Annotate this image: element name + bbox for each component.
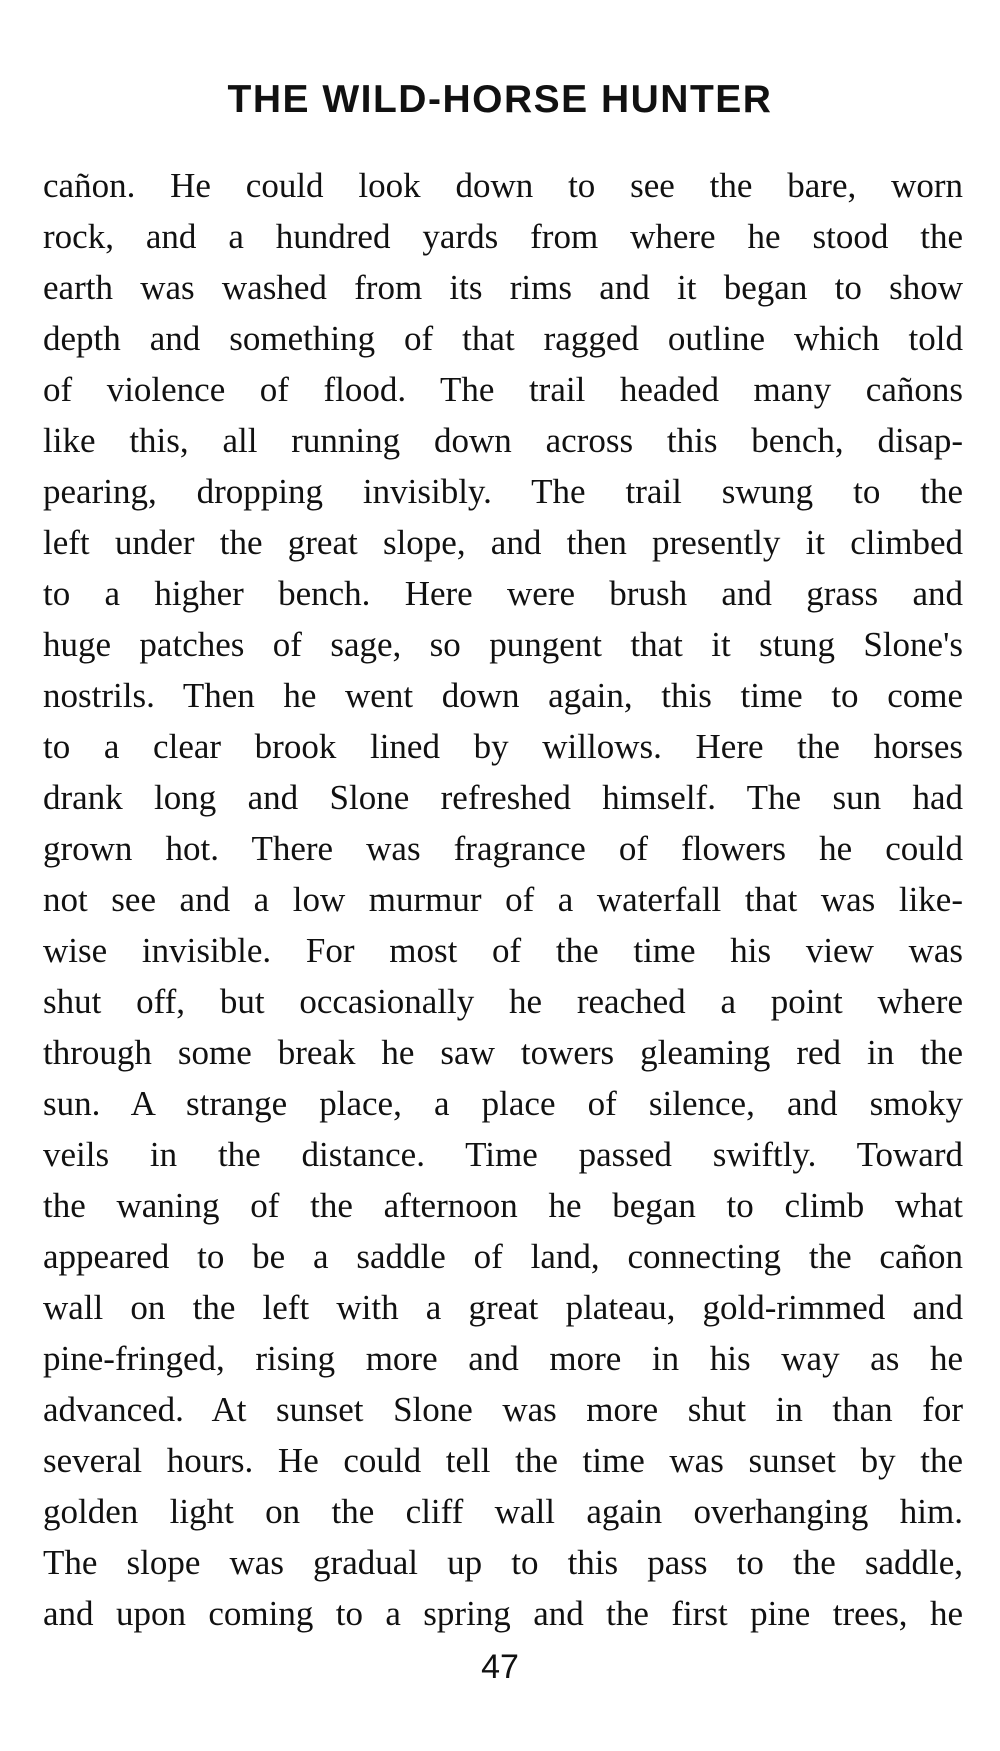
text-line: wise invisible. For most of the time his view was: [43, 931, 963, 970]
text-line: veils in the distance. Time passed swiftly. Toward: [43, 1135, 963, 1174]
text-line: appeared to be a saddle of land, connecting the cañon: [43, 1237, 963, 1276]
text-line: cañon. He could look down to see the bare, worn: [43, 166, 963, 205]
text-line: earth was washed from its rims and it began to show: [43, 268, 963, 307]
text-line: depth and something of that ragged outline which told: [43, 319, 963, 358]
text-line: advanced. At sunset Slone was more shut in than for: [43, 1390, 963, 1429]
body-text: [43, 160, 963, 1639]
text-line: grown hot. There was fragrance of flowers he could: [43, 829, 963, 868]
text-line: through some break he saw towers gleaming red in the: [43, 1033, 963, 1072]
text-line: of violence of flood. The trail headed many cañons: [43, 370, 963, 409]
text-line: huge patches of sage, so pungent that it stung Slone's: [43, 625, 963, 664]
text-line: wall on the left with a great plateau, gold-rimmed and: [43, 1288, 963, 1327]
text-line: golden light on the cliff wall again overhanging him.: [43, 1492, 963, 1531]
text-line: left under the great slope, and then presently it climbed: [43, 523, 963, 562]
text-line: several hours. He could tell the time was sunset by the: [43, 1441, 963, 1480]
text-line: shut off, but occasionally he reached a point where: [43, 982, 963, 1021]
text-line: and upon coming to a spring and the first pine trees, he: [43, 1594, 963, 1633]
text-line: to a higher bench. Here were brush and grass and: [43, 574, 963, 613]
text-line: to a clear brook lined by willows. Here the horses: [43, 727, 963, 766]
text-line: drank long and Slone refreshed himself. The sun had: [43, 778, 963, 817]
text-line: not see and a low murmur of a waterfall that was like-: [43, 880, 963, 919]
text-line: pine-fringed, rising more and more in his way as he: [43, 1339, 963, 1378]
text-line: nostrils. Then he went down again, this time to come: [43, 676, 963, 715]
text-line: The slope was gradual up to this pass to the saddle,: [43, 1543, 963, 1582]
text-line: rock, and a hundred yards from where he stood the: [43, 217, 963, 256]
running-head: THE WILD-HORSE HUNTER: [227, 78, 773, 121]
text-line: sun. A strange place, a place of silence, and smoky: [43, 1084, 963, 1123]
text-line: the waning of the afternoon he began to climb what: [43, 1186, 963, 1225]
page-number: 47: [481, 1648, 519, 1686]
text-line: pearing, dropping invisibly. The trail swung to the: [43, 472, 963, 511]
text-line: like this, all running down across this bench, disap-: [43, 421, 963, 460]
